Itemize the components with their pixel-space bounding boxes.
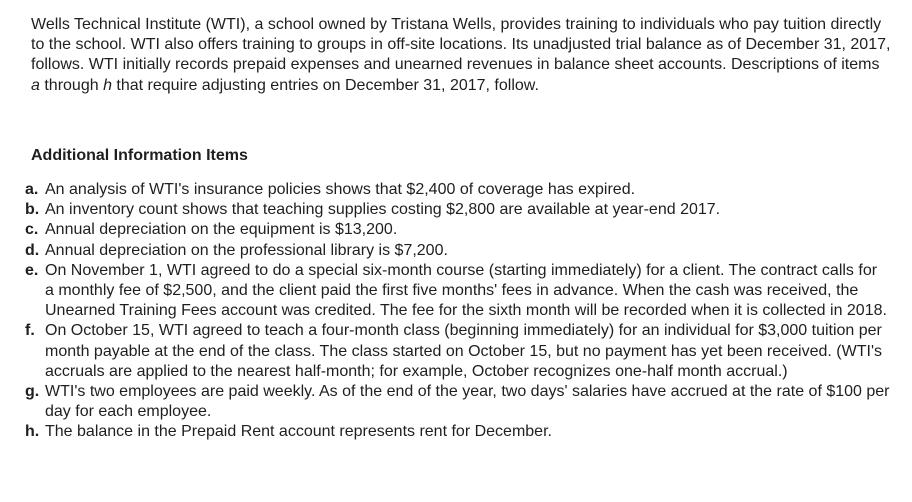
item-letter: a. [25, 181, 39, 198]
intro-paragraph [31, 15, 891, 96]
item-text: On November 1, WTI agreed to do a special six-month course (starting immediately) for a client. The contract calls for a monthly fee of $2,500, and the client paid the first five months' fees in advance. When the cash was received, the Unearned Training Fees account was credited. The fee for the sixth month will be recorded when it is collected in 2018. [45, 261, 887, 320]
item-text: On October 15, WTI agreed to teach a four-month class (beginning immediately) for an individual for $3,000 tuition per month payable at the end of the class. The class started on October 15, but no payment has yet been received. (WTI's accruals are applied to the nearest half-month; for example, October recognizes one-half month accrual.) [45, 322, 882, 380]
item-text: Annual depreciation on the professional library is $7,200. [45, 241, 448, 259]
item-letter: f. [25, 322, 35, 340]
list-item [25, 200, 890, 220]
item-text: An analysis of WTI's insurance policies shows that $2,400 of coverage has expired. [45, 181, 636, 198]
list-item [25, 382, 890, 422]
list-item [25, 220, 890, 240]
list-item [25, 180, 890, 200]
item-letter: c. [25, 221, 39, 239]
additional-items-list [25, 180, 890, 443]
intro-text-1: Wells Technical Institute (WTI), a school owned by Tristana Wells, provides training to individuals who pay tuition directly to the school. WTI also offers training to groups in off-site locations. Its unadjusted trial balance as of December 31, 2017, follows. WTI initially records prepaid expenses and unearned revenues in balance sheet accounts. Descriptions of items [31, 16, 891, 74]
list-item [25, 422, 890, 442]
item-letter: e. [25, 261, 39, 279]
list-item [25, 321, 890, 382]
item-text: An inventory count shows that teaching supplies costing $2,800 are available at year-end 2017. [45, 201, 721, 219]
section-heading: Additional Information Items [31, 147, 248, 164]
item-text: The balance in the Prepaid Rent account represents rent for December. [45, 423, 552, 441]
item-letter: g. [25, 383, 40, 401]
intro-text-2: through [39, 76, 104, 94]
intro-italic-h: h [103, 76, 112, 94]
item-letter: d. [25, 241, 40, 259]
item-text: Annual depreciation on the equipment is $13,200. [45, 221, 398, 239]
item-text: WTI's two employees are paid weekly. As of the end of the year, two days' salaries have accrued at the rate of $100 per day for each employee. [45, 383, 890, 421]
intro-italic-a: a [31, 76, 40, 94]
list-item [25, 241, 890, 261]
item-letter: b. [25, 201, 40, 219]
item-letter: h. [25, 423, 40, 441]
list-item [25, 261, 890, 322]
intro-text-3: that require adjusting entries on December 31, 2017, follow. [111, 76, 539, 94]
